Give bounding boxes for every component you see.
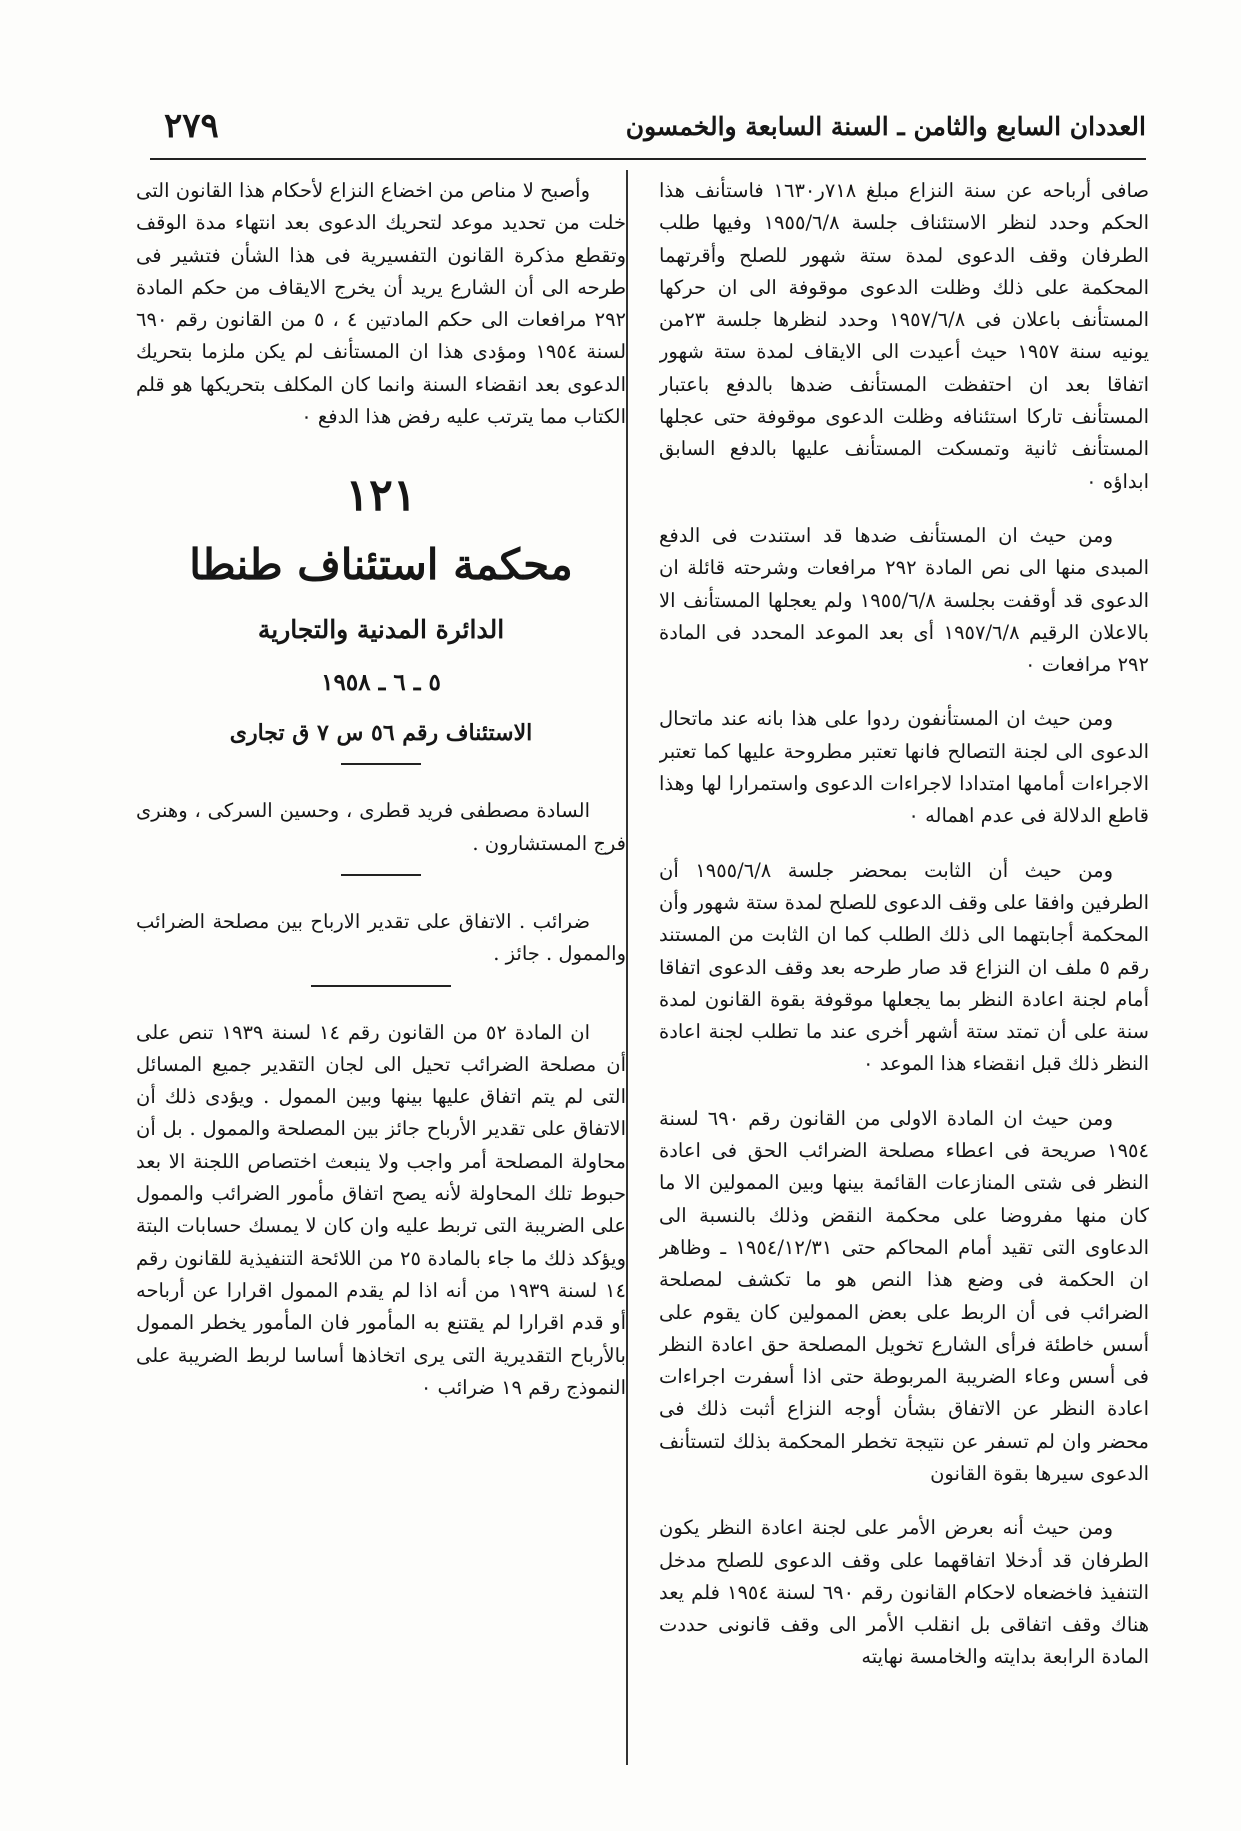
paragraph-3: ومن حيث ان المستأنفون ردوا على هذا بانه عند ماتحال الدعوى الى لجنة التصالح فانها تعتبر مطروحة عليها كما تعتبر الاجراءات أمامها امتدادا لاجراءات الدعوى واستمرارا لها وهذا قاطع الدلالة فى عدم اهماله ٠ <box>659 707 1149 828</box>
paragraph-1: صافى أرباحه عن سنة النزاع مبلغ ٧١٨ر١٦٣٠ فاستأنف هذا الحكم وحدد لنظر الاستئناف جلسة ١٩٥٥/٦/٨ وفيها طلب الطرفان وقف الدعوى لمدة ستة شهور للصلح وأقرتهما المحكمة على ذلك وظلت الدعوى موقوفة الى ان حركها المستأنف باعلان فى ١٩٥٧/٦/٨ وحدد لنظرها جلسة ٢٣من يونيه سنة ١٩٥٧ حيث أعيدت الى الايقاف لمدة ستة شهور اتفاقا بعد ان احتفظت المستأنف ضدها بالدفع باعتبار المستأنف تاركا استئنافه وظلت الدعوى موقوفة حتى عجلها المستأنف ثانية وتمسكت المستأنف عليها بالدفع السابق ابداؤه ٠ <box>659 179 1149 493</box>
intro-paragraph: وأصبح لا مناص من اخضاع النزاع لأحكام هذا القانون التى خلت من تحديد موعد لتحريك الدعوى بعد انتهاء مدة الوقف وتقطع مذكرة القانون التفسيرية فى هذا الشأن فتشير فى طرحه الى أن الشارع يريد أن يخرج الايقاف من حكم المادة ٢٩٢ مرافعات الى حكم المادتين ٤ ، ٥ من القانون رقم ٦٩٠ لسنة ١٩٥٤ ومؤدى هذا ان المستأنف لم يكن ملزما بتحريك الدعوى بعد انقضاء السنة وانما كان المكلف بتحريكها هو قلم الكتاب مما يترتب عليه رفض هذا الدفع ٠ <box>136 179 626 429</box>
court-name: محكمة استئناف طنطا <box>189 540 573 590</box>
paragraph-2: ومن حيث ان المستأنف ضدها قد استندت فى الدفع المبدى منها الى نص المادة ٢٩٢ مرافعات وشرحته قائلة ان الدعوى قد أوقفت بجلسة ١٩٥٥/٦/٨ ولم يعجلها المستأنف الا بالاعلان الرقيم ١٩٥٧/٦/٨ أى بعد الموعد المحدد فى المادة ٢٩٢ مرافعات ٠ <box>659 523 1149 677</box>
journal-issue-title: العددان السابع والثامن ـ السنة السابعة والخمسون <box>625 112 1146 141</box>
separator-rule <box>341 874 421 876</box>
page-header <box>150 98 1146 160</box>
separator-rule <box>341 763 421 765</box>
paragraph-4: ومن حيث أن الثابت بمحضر جلسة ١٩٥٥/٦/٨ أن الطرفين وافقا على وقف الدعوى للصلح لمدة ستة شهور وأن المحكمة أجابتهما الى ذلك الطلب كما ان الثابت من المستند رقم ٥ ملف ان النزاع قد صار طرحه بعد وقف الدعوى اتفاقا أمام لجنة اعادة النظر بما يجعلها موقوفة بقوة القانون لمدة سنة على أن تمتد ستة أشهر أخرى عند ما تطلب لجنة اعادة النظر ذلك قبل انقضاء هذا الموعد ٠ <box>659 858 1149 1076</box>
appeal-number: الاستئناف رقم ٥٦ س ٧ ق تجارى <box>229 720 533 747</box>
headnote: ضرائب . الاتفاق على تقدير الارباح بين مصلحة الضرائب والممول . جائز . <box>136 909 626 966</box>
judgment-date: ٥ ـ ٦ ـ ١٩٥٨ <box>321 669 441 697</box>
separator-rule <box>311 985 451 987</box>
right-column <box>659 175 1149 1765</box>
column-divider <box>626 170 628 1765</box>
page-number: ٢٧٩ <box>164 106 219 146</box>
case-number: ١٢١ <box>345 470 417 522</box>
paragraph-5: ومن حيث ان المادة الاولى من القانون رقم ٦٩٠ لسنة ١٩٥٤ صريحة فى اعطاء مصلحة الضرائب الحق فى اعادة النظر فى شتى المنازعات القائمة بينها وبين الممولين الا ما كان منها مفروضا على محكمة النقض وذلك بالنسبة الى الدعاوى التى تقيد أمام المحاكم حتى ١٩٥٤/١٢/٣١ ـ وظاهر ان الحكمة فى وضع هذا النص هو ما تكشف لمصلحة الضرائب فى أن الربط على بعض الممولين كان يقوم على أسس خاطئة فرأى الشارع تخويل المصلحة حق اعادة النظر فى أسس وعاء الضريبة المربوطة حتى اذا أسفرت اجراءات اعادة النظر عن الاتفاق بشأن أوجه النزاع أثبت ذلك فى محضر وان لم تسفر عن نتيجة تخطر المحكمة بذلك لتستأنف الدعوى سيرها بقوة القانون <box>659 1106 1149 1485</box>
circuit-name: الدائرة المدنية والتجارية <box>257 615 505 645</box>
body-paragraph: ان المادة ٥٢ من القانون رقم ١٤ لسنة ١٩٣٩ تنص على أن مصلحة الضرائب تحيل الى لجان التقدير جميع المسائل التى لم يتم اتفاق عليها بينها وبين الممول . ويؤدى ذلك أن الاتفاق على تقدير الأرباح جائز بين المصلحة والممول . بل أن محاولة المصلحة أمر واجب ولا ينبعث اختصاص اللجنة الا بعد حبوط تلك المحاولة لأنه يصح اتفاق مأمور الضرائب والممول على الضريبة التى تربط عليه وان كان لا يمسك حسابات البتة ويؤكد ذلك ما جاء بالمادة ٢٥ من اللائحة التنفيذية للقانون رقم ١٤ لسنة ١٩٣٩ من أنه اذا لم يقدم الممول اقرارا عن أرباحه أو قدم اقرارا لم يقتنع به المأمور فان المأمور يخطر الممول بالأرباح التقديرية التى يرى اتخاذها أساسا لربط الضريبة على النموذج رقم ١٩ ضرائب ٠ <box>136 1020 626 1399</box>
paragraph-6: ومن حيث أنه بعرض الأمر على لجنة اعادة النظر يكون الطرفان قد أدخلا اتفاقهما على وقف الدعوى للصلح مدخل التنفيذ فاخضعاه لاحكام القانون رقم ٦٩٠ لسنة ١٩٥٤ فلم يعد هناك وقف اتفاقى بل انقلب الأمر الى وقف قانونى حددت المادة الرابعة بدايته والخامسة نهايته <box>659 1516 1149 1669</box>
left-column <box>136 175 626 1765</box>
judges-list: السادة مصطفى فريد قطرى ، وحسين السركى ، وهنرى فرج المستشارون . <box>136 799 626 855</box>
